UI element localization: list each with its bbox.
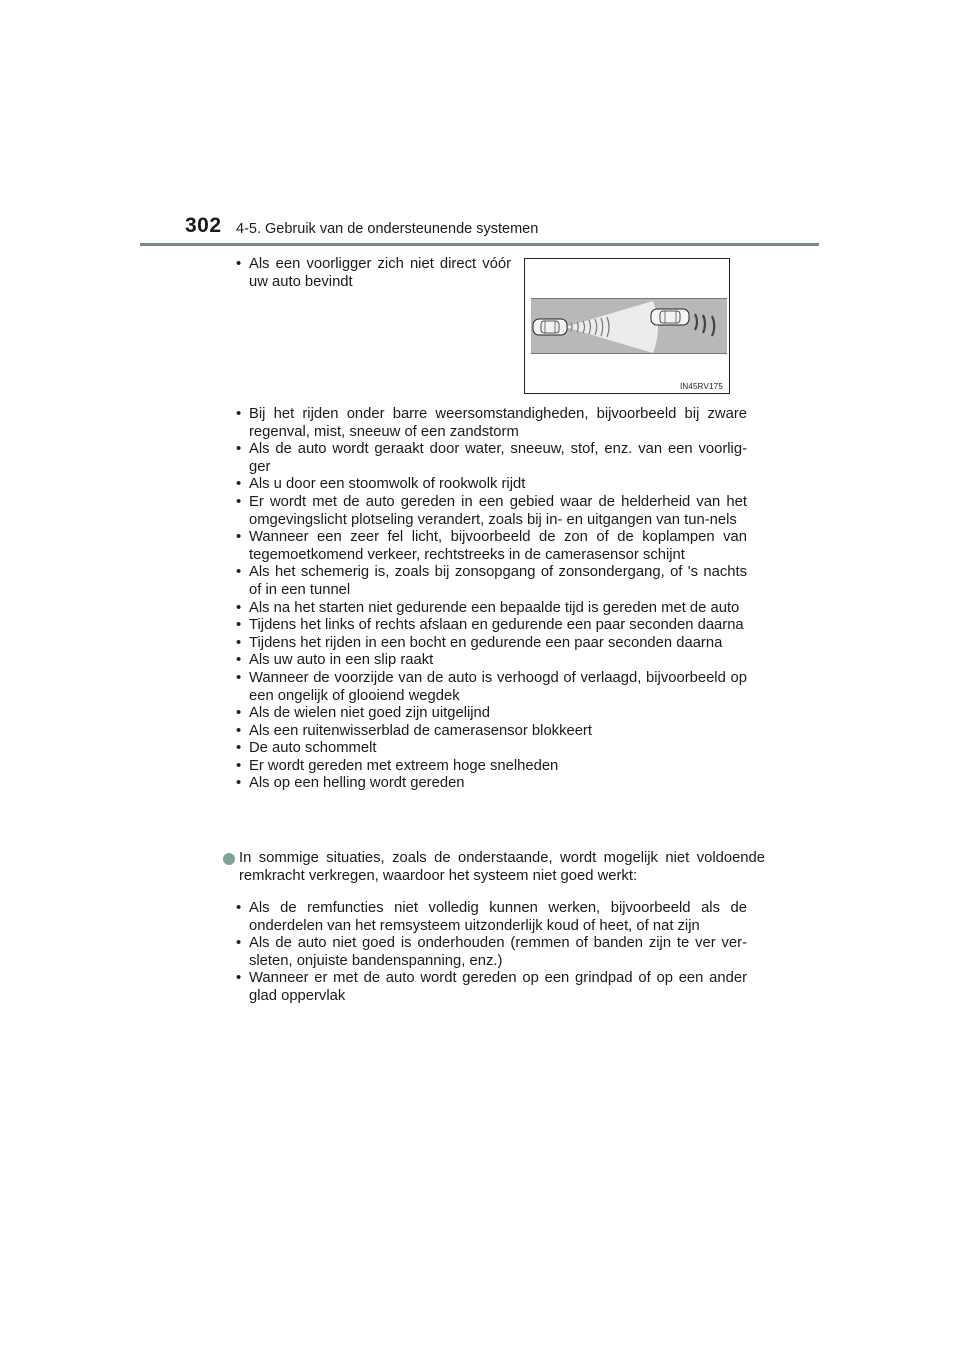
braking-conditions-list <box>227 900 747 1006</box>
bullet-dot-icon: • <box>236 441 242 458</box>
list-item <box>227 564 747 599</box>
list-item <box>227 900 747 935</box>
list-item <box>227 406 747 441</box>
bullet-dot-icon: • <box>236 775 242 792</box>
illustration-figure <box>524 258 730 394</box>
header-divider <box>140 243 819 246</box>
bullet-dot-icon: • <box>236 493 242 510</box>
bullet-dot-icon: • <box>236 705 242 722</box>
list-item <box>227 617 747 635</box>
bullet-dot-icon: • <box>236 406 242 422</box>
bullet-dot-icon: • <box>236 935 242 952</box>
bullet-dot-icon: • <box>236 970 242 987</box>
list-item-text: Wanneer een zeer fel licht, bijvoorbeeld de zon of de koplampen van tegemoetkomend verkeer, rechtstreeks in de camerasensor schijnt <box>249 529 747 563</box>
list-item-text: Tijdens het rijden in een bocht en gedurende een paar seconden daarna <box>249 634 723 651</box>
bullet-dot-icon: • <box>236 740 242 757</box>
list-item-text: Als een voorligger zich niet direct vóór uw auto bevindt <box>249 256 511 290</box>
list-item-text: Er wordt gereden met extreem hoge snelheden <box>249 757 559 774</box>
bullet-dot-icon: • <box>236 757 242 774</box>
list-item-text: Als u door een stoomwolk of rookwolk rijdt <box>249 476 526 493</box>
bullet-dot-icon: • <box>236 599 242 616</box>
list-item <box>227 441 747 476</box>
radar-car-road-illustration-icon <box>525 259 729 393</box>
list-item-text: Als na het starten niet gedurende een bepaalde tijd is gereden met de auto <box>249 599 740 616</box>
bullet-dot-icon: • <box>236 652 242 669</box>
list-item <box>227 600 747 618</box>
list-item <box>227 635 747 653</box>
list-item <box>227 705 747 723</box>
list-item-text: Als de wielen niet goed zijn uitgelijnd <box>249 705 491 722</box>
bullet-dot-icon: • <box>236 669 242 686</box>
list-item <box>227 476 747 494</box>
list-item <box>227 970 747 1005</box>
note-text: In sommige situaties, zoals de onderstaande, wordt mogelijk niet voldoende remkracht verkregen, waardoor het systeem niet goed werkt: <box>239 850 765 884</box>
bullet-dot-icon: • <box>236 634 242 651</box>
bullet-dot-icon: • <box>236 722 242 739</box>
note-bullet-icon <box>223 853 235 865</box>
bullet-dot-icon: • <box>236 617 242 634</box>
list-item <box>227 670 747 705</box>
figure-code: IN45RV175 <box>679 382 723 391</box>
list-item-text: Wanneer er met de auto wordt gereden op een grindpad of op een ander glad oppervlak <box>249 970 747 1004</box>
list-item <box>227 758 747 776</box>
list-item <box>227 529 747 564</box>
list-item-text: Als een ruitenwisserblad de camerasensor blokkeert <box>249 722 592 739</box>
section-title: 4-5. Gebruik van de ondersteunende systemen <box>236 221 539 237</box>
list-item <box>227 256 511 291</box>
bullet-dot-icon: • <box>236 900 242 916</box>
list-item <box>227 775 747 793</box>
list-item <box>227 652 747 670</box>
list-item-text: De auto schommelt <box>249 740 377 757</box>
page-number: 302 <box>185 214 222 237</box>
list-item-text: Bij het rijden onder barre weersomstandigheden, bijvoorbeeld bij zware regenval, mist, sneeuw of een zandstorm <box>249 406 747 440</box>
list-item-text: Als het schemerig is, zoals bij zonsopgang of zonsondergang, of 's nachts of in een tunnel <box>249 564 747 598</box>
bullet-dot-icon: • <box>236 256 242 272</box>
bullet-dot-icon: • <box>236 529 242 546</box>
bullet-dot-icon: • <box>236 476 242 493</box>
list-item-text: Als de remfuncties niet volledig kunnen werken, bijvoorbeeld als de onderdelen van het remsysteem uitzonderlijk koud of heet, of nat zijn <box>249 900 747 934</box>
list-item-text: Tijdens het links of rechts afslaan en gedurende een paar seconden daarna <box>249 617 744 634</box>
list-item <box>227 494 747 529</box>
list-item <box>227 740 747 758</box>
list-item-text: Als uw auto in een slip raakt <box>249 652 434 669</box>
list-item-text: Wanneer de voorzijde van de auto is verhoogd of verlaagd, bijvoorbeeld op een ongelijk of glooiend wegdek <box>249 669 747 704</box>
list-item-text: Er wordt met de auto gereden in een gebied waar de helderheid van het omgevingslicht plotseling verandert, zoals bij in- en uitgangen van tun-nels <box>249 493 747 528</box>
bullet-dot-icon: • <box>236 564 242 581</box>
list-item-text: Als op een helling wordt gereden <box>249 775 465 792</box>
list-item-text: Als de auto niet goed is onderhouden (remmen of banden zijn te ver ver-sleten, onjuiste bandenspanning, enz.) <box>249 935 747 969</box>
list-item <box>227 723 747 741</box>
list-item <box>227 935 747 970</box>
conditions-list <box>227 406 747 793</box>
note-paragraph <box>222 850 765 885</box>
list-item-text: Als de auto wordt geraakt door water, sneeuw, stof, enz. van een voorlig-ger <box>249 441 747 475</box>
